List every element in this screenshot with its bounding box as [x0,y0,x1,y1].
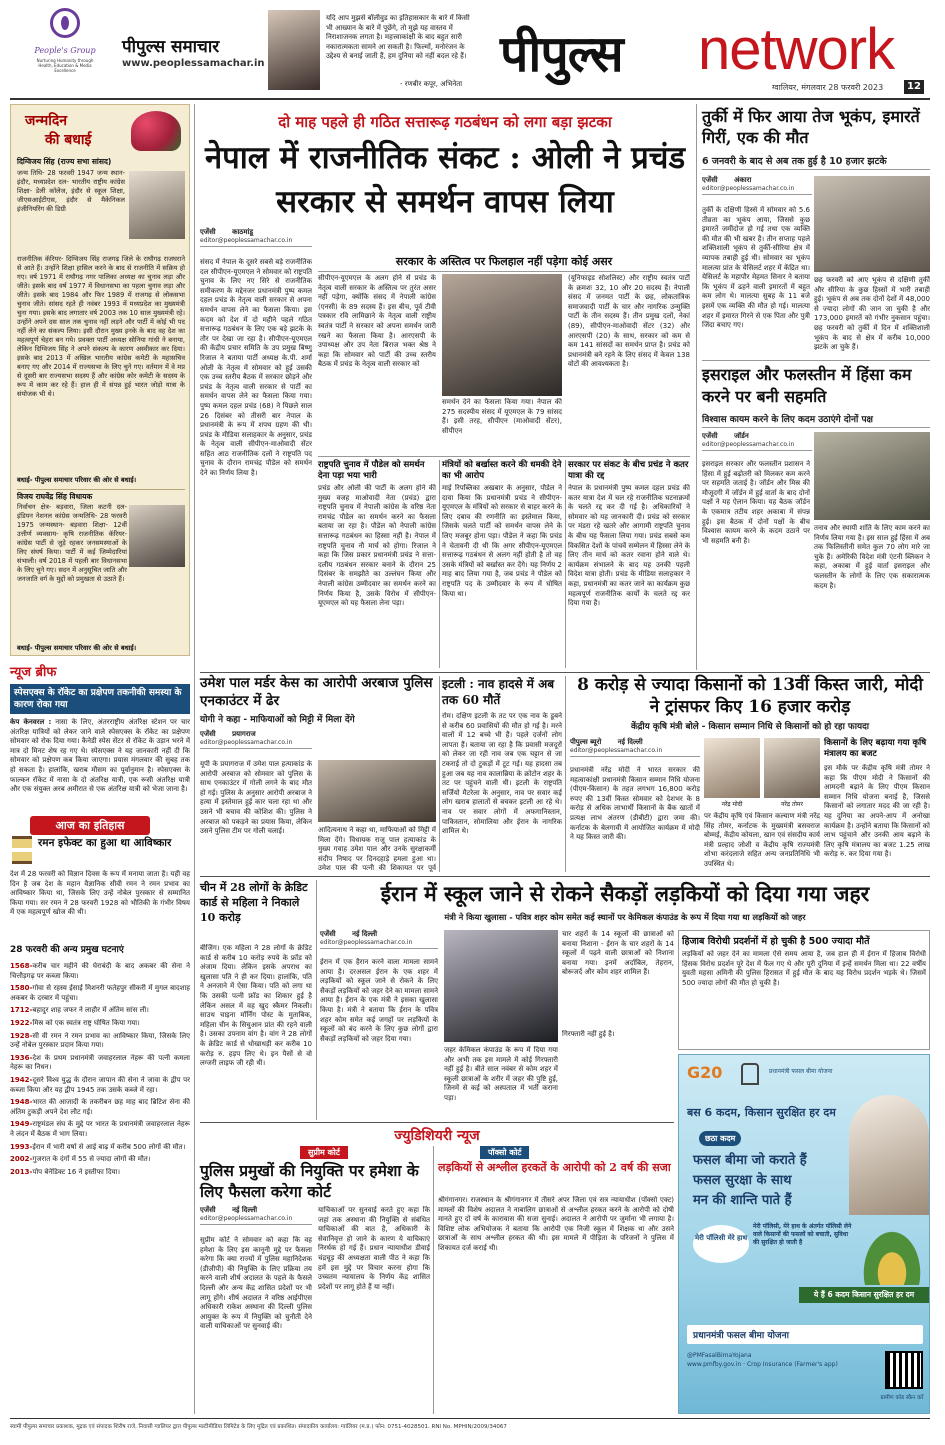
israel-place: जॉर्डन [734,432,749,440]
event-row: 1928-सी वी रमन ने रमन प्रभाव का आविष्कार किया, जिसके लिए उन्हें नोबेल पुरस्कार प्रदान किया गया। [10,1031,190,1050]
israel-headline: इसराइल और फलस्तीन में हिंसा कम करने पर बनी सहमति [702,365,912,406]
judiciary-header: ज्युडिशियरी न्यूज [394,1128,480,1144]
lead-col-b-head: मंत्रियों को बर्खास्त करने की धमकी देने का भी आरोप [442,460,562,481]
birthday-person1-bio-head: जन्म तिथि- 28 फरवरी 1947 जन्म स्थान- इंदौर, मध्यप्रदेश दल- भारतीय राष्ट्रीय कांग्रेस शिक्षा- डेली कॉलेज, इंदौर से स्कूल शिक्षा, जीएसआईटीएस, इंदौर से मैकेनिकल इंजीनियरिंग की डिग्री [17,169,125,213]
turkey-body: तुर्की के दक्षिणी हिस्से में सोमवार को 5.6 तीव्रता का भूकंप आया, जिससे कुछ इमारतें जमींदोज हो गई तथा एक व्यक्ति की मौत की भी खबर है। तीन सप्ताह पहले शक्तिशाली भूकंप से तुर्की-सीरिया क्षेत्र में व्यापक तबाही हुई थी। सोमवार का भूकंप मालत्या प्रांत के येसिलर्ट शहर में केंद्रित था। येसिलर्ट के महापौर मेहमत सिनार ने बताया कि भूकंप में ढहने वाली इमारतों में बहुत कम लोग थे। मालत्या सुबह के 11 बजे इसमें एक व्यक्ति की मौत हो गई। मालत्या शहर में इमारत गिरने से एक पिता और पुत्री जिंदा बचाए गए। [702,206,810,330]
farmers-body: प्रधानमंत्री नरेंद्र मोदी ने भारत सरकार की महत्वाकांक्षी प्रधानमंत्री किसान सम्मान निधि योजना (पीएम-किसान) के तहत लगभग 16,800 करोड़ रुपए की 13वीं किस्त सोमवार को देशभर के 8 करोड़ से अधिक लाभार्थी किसानों के बैंक खातों में प्रत्यक्ष लाभ अंतरण (डीबीटी) द्वारा जमा की। कर्नाटक के बेलगावी में आयोजित कार्यक्रम में मोदी ने यह किस्त जारी की। [570,766,700,842]
israel-email[interactable]: editor@peoplessamachar.co.in [702,441,812,451]
pocso-body: श्रीगंगानगर। राजस्थान के श्रीगंगानगर में तीसरे अपर जिला एवं सत्र न्यायाधीश (पॉक्सो एक्ट) मामलों की विशेष अदालत ने नाबालिग छात्राओं से अश्लील हरकत करने के आरोपी को दोषी मानते हुए दो वर्ष के कारावास की सजा सुनाई। अदालत ने आरोपी पर जुर्माना भी लगाया है। विशिष्ट लोक अभियोजक ने बताया कि आरोपी एक निजी स्कूल में शिक्षक था और उसने छात्राओं के साथ अश्लील हरकत की थी। इस मामले में पीड़िता के परिजनों ने पुलिस में शिकायत दर्ज कराई थी। [438,1196,674,1252]
iran-email[interactable]: editor@peoplessamachar.co.in [320,939,438,949]
farmers-headline: 8 करोड़ से ज्यादा किसानों को 13वीं किस्त जारी, मोदी ने ट्रांसफर किए 16 हजार करोड़ [577,675,923,717]
quote-text: यदि आप मुझसे बॉलीवुड का इतिहासकार के बारे में किसी भी आख्यान के बारे में पूछेंगे, तो मुझे यह वास्तव में निराशाजनक लगता है। महत्त्वाकांक्षी के बाद बहुत सारी नकारात्मकता सामने आ सकती है। फिल्मों, मनोरंजन के उद्देश्य से बनाई जाती हैं, हम दुनिया को नहीं बदल रहे हैं। [326,14,470,60]
iran-body: ईरान में एक हैरान करने वाला मामला सामने आया है। दरअसल ईरान के एक शहर में लड़कियों को स्कूल जाने से रोकने के लिए सैकड़ों लड़कियों को जहर देने का मामला सामने आया है। ईरान के एक मंत्री ने इसका खुलासा किया है। मंत्री ने बताया कि ईरान के पवित्र शहर कोम समेत कई जगहों पर लड़कियों के स्कूलों को बंद करने के लिए कुछ लोगों द्वारा सैकड़ों लड़कियों को जहर दिया गया। [320,958,438,1043]
event-row: 1922-मिस्र को एक स्वतंत्र राष्ट्र घोषित किया गया। [10,1018,140,1027]
arbaz-photo [318,760,436,822]
ad-policy-text: मेरी पॉलिसी, मेरे हाथ के अंतर्गत पॉलिसी लेने वाले किसानों की फसलों को बचाती, सुविधा की सुरक्षित हो जाती है [753,1223,852,1246]
history-events [10,962,190,1412]
birthday-person2-bio: निर्वाचन क्षेत्र- बड़वारा, जिला कटनी दल- इंडियन नेशनल कांग्रेस जन्मतिथि- 28 फरवरी 1975 जन्मस्थान- बड़वारा शिक्षा- 12वीं उत्तीर्ण व्यवसाय- कृषि राजनीतिक कॅरियर- कांग्रेस पार्टी से जुड़े रहकर जनसमस्याओं के लिए संघर्ष किया। पार्टी में कई जिम्मेदारियां संभाली। वर्ष 2018 में पहली बार विधानसभा के लिए चुने गए। सदन में अनुसूचित जाति और जनजाति वर्ग के मुद्दों को प्रमुखता से उठाते हैं। [17,503,127,583]
turkey-email[interactable]: editor@peoplessamachar.co.in [702,185,812,195]
group-logo-text: People's Group [34,46,96,55]
masthead [0,0,945,100]
iran-box-head: हिजाब विरोधी प्रदर्शनों में हो चुकी है 500 ज्यादा मौतें [682,936,870,947]
farmers-caption2: नरेंद्र तोमर [781,801,803,808]
ad-social-row: @PMFasalBimaYojana www.pmfby.gov.in · Crop Insurance (Farmer's app) [687,1352,838,1368]
farmers-byline-block [570,738,700,757]
farmers-byline: पीपुल्स ब्यूरो [570,738,602,746]
brand-english: network [698,17,895,82]
farmers-subhead: केंद्रीय कृषि मंत्री बोले - किसान सम्मान निधि से किसानों को हो रहा फायदा [630,722,870,732]
group-tagline: Nurturing Humanity through Health, Education & Media Excellence [36,58,94,73]
group-logo [30,8,100,88]
ad-modi-photo [849,1095,929,1215]
umesh-byline: एजेंसी [200,730,216,738]
website-link[interactable]: www.peoplessamachar.in [122,58,265,69]
ad-main-line1: फसल बीमा जो कराते हैं [693,1153,807,1168]
turkey-earthquake-photo [814,176,930,272]
farmers-side: इस मौके पर केंद्रीय कृषि मंत्री तोमर ने कहा कि पीएम मोदी ने किसानों की आमदनी बढ़ाने के लिए पीएम किसान सम्मान निधि योजना बनाई है, जिससे किसानों को लगातार मदद की जा रही है। यह दुनिया का अपने-आप में अनोखा कार्यक्रम है। उन्होंने बताया कि किसानों को लाभ पहुंचाने और उनकी आय बढ़ाने के लिए कृषि मंत्रालय का बजट 1.25 लाख करोड़ रु. कर दिया गया है। [824,764,930,859]
event-row: 1936-देश के प्रथम प्रधानमंत्री जवाहरलाल नेहरू की पत्नी कमला नेहरू का निधन। [10,1053,190,1072]
news-brief-header: न्यूज ब्रीफ [10,665,57,680]
lead-body: संसद में नेपाल के दूसरे सबसे बड़े राजनीतिक दल सीपीएन-यूएमएल ने सोमवार को राष्ट्रपति चुनाव के लिए नए सिरे से राजनीतिक समीकरण के मद्देनजर प्रधानमंत्री पुष्प कमल दहल प्रचंड के नेतृत्व वाली सरकार से अपना समर्थन वापस लेने का फैसला किया। इस कदम को देश में दो महीने पहले गठित सत्तारूढ़ गठबंधन के लिए एक बड़े झटके के तौर पर देखा जा रहा है। सीपीएन-यूएमएल की केंद्रीय प्रचार समिति के उप प्रमुख बिष्णु रिजाल ने बताया पार्टी अध्यक्ष के.पी. शर्मा ओली के नेतृत्व में सोमवार को हुई उसकी एक उच्च स्तरीय बैठक में सरकार छोड़ने और प्रचंड के नेतृत्व वाली सरकार से पार्टी का समर्थन वापस लेने का फैसला किया गया। पुष्प कमल दहल प्रचंड (68) ने पिछले साल 26 दिसंबर को तीसरी बार नेपाल के प्रधानमंत्री के रूप में शपथ ग्रहण की थी। प्रचंड के मीडिया सलाहकार के अनुसार, प्रचंड के नेतृत्व वाली सीपीएन-माओवादी सेंटर सहित आठ राजनीतिक दलों ने राष्ट्रपति पद चुनाव के दौरान रामचंद्र पौडेल को समर्थन देने का निर्णय लिया है। [200,258,312,478]
news-brief-body [10,718,190,826]
event-row: 1948-भारत की आजादी के तकरीबन छह माह बाद ब्रिटिश सेना की अंतिम टुकड़ी अपने देश लौट गई। [10,1098,190,1116]
ad-policy-badge: मेरी पॉलिसी मेरे हाथ [693,1225,749,1263]
china-body: बीजिंग। एक महिला ने 28 लोगों के क्रेडिट कार्ड से करीब 10 करोड़ रुपये के फ्रॉड को अंजाम दिया। लेकिन इसके अपराध का खुलासा पति ने ही कर दिया। हालांकि, पति ने अनजाने में ऐसा किया। पति को लगा था कि उसकी पत्नी फ्रॉड का शिकार हुई है लेकिन असल में वह खुद स्कैमर निकली। साउथ चाइना मॉर्निंग पोस्ट के मुताबिक, महिला चीन के सिचुआन प्रांत की रहने वाली है। उसका उपनाम वांग है। वांग ने 28 लोगों के क्रेडिट कार्ड से धोखाधड़ी कर करीब 10 करोड़ रु. हड़प लिए थे। इन पैसों से वो लग्जरी लाइफ जी रही थी। [200,944,312,1068]
group-logo-icon [50,8,80,38]
sc-place: नई दिल्ली [232,1206,258,1214]
lead-col-c-head: सरकार पर संकट के बीच प्रचंड ने कतर यात्रा की रद्द [568,460,689,481]
iran-photo-caption: गिरफ्तारी नहीं हुई है। [562,1030,615,1038]
event-row: 1942-दूसरे विश्व युद्ध के दौरान जापान की सेना ने जावा के द्वीप पर कब्जा किया और यह द्वीप 1945 तक उसके कब्जे में रहा। [10,1075,190,1094]
israel-subhead: विश्वास कायम करने के लिए कदम उठाएंगे दोनों पक्ष [702,412,930,428]
turkey-place: अंकारा [734,176,752,184]
israel-body: इसराइल सरकार और फलस्तीन प्रशासन ने हिंसा में हुई बढ़ोतरी को मिलकर कम करने पर सहमति जताई है। जॉर्डन और मिस्र की मौजूदगी में जॉर्डन में हुई वार्ता के बाद दोनों पक्षों ने यह ऐलान किया। यह बैठक जॉर्डन के एकमात्र तटीय शहर अकाबा में संपन्न हुई। इस बैठक में दोनों पक्षों के बीच विश्वास कायम करने के कदम उठाने पर भी सहमति बनी है। [702,460,810,545]
lead-byline: एजेंसी [200,228,216,236]
iran-girls-photo [444,930,558,1042]
lead-col-c: नेपाल के प्रधानमंत्री पुष्प कमल दहल प्रचंड की कतर यात्रा देश में चल रहे राजनीतिक घटनाक्रमों के चलते रद्द कर दी गई है। अधिकारियों ने सोमवार को यह जानकारी दी। प्रचंड को सरकार पर मंडरा रहे खतरे और आगामी राष्ट्रपति चुनाव के बीच यह फैसला लिया गया। प्रचंड सबसे कम विकसित देशों के पांचवें सम्मेलन में हिस्सा लेने के लिए तीन मार्च को कतर रवाना होने वाले थे। कार्यक्रम संभालने के बाद यह उनकी पहली विदेश यात्रा होती। प्रचंड के मीडिया सलाहकार ने कहा, प्रधानमंत्री का कतर जाने का कार्यक्रम कुछ महत्वपूर्ण राजनीतिक कार्यों के चलते रद्द कर दिया गया है। [568,484,690,608]
ad-six-steps: ये हैं 6 कदम किसान सुरक्षित हर दम [799,1287,929,1303]
farmers-side-head: किसानों के लिए बढ़ाया गया कृषि मंत्रालय का बजट [824,738,927,759]
turkey-subhead: 6 जनवरी के बाद से अब तक हुई है 10 हजार झटके [702,154,930,170]
lead-subhead: सरकार के अस्तित्व पर फिलहाल नहीं पड़ेगा कोई असर [318,254,690,272]
sc-headline: पुलिस प्रमुखों की नियुक्ति पर हमेशा के लिए फैसला करेगा कोर्ट [200,1161,419,1201]
umesh-body2: आदित्यनाथ ने कहा था, माफियाओं को मिट्टी में मिला देंगे। विधायक राजू पाल हत्याकांड के मुख्य गवाह उमेश पाल और उनके सुरक्षाकर्मी संदीप निषाद पर दिनदहाड़े हमला हुआ था। उमेश पाल की पत्नी की शिकायत पर पूर्व [318,826,436,872]
turkey-byline: एजेंसी [702,176,718,184]
umesh-subhead: योगी ने कहा - माफियाओं को मिट्टी में मिला देंगे [200,715,355,725]
prachanda-photo [442,274,562,396]
paper-name-small: पीपुल्स समाचार [122,37,220,57]
farmers-email[interactable]: editor@peoplessamachar.co.in [570,747,700,757]
sc-byline-block [200,1206,312,1225]
iran-byline-block [320,930,438,949]
lead-place: काठमांडू [232,228,254,236]
iran-headline: ईरान में स्कूल जाने से रोकने सैकड़ों लड़कियों को दिया गया जहर [380,881,870,906]
ad-main-line3: मन की शान्ति पाते हैं [693,1193,792,1208]
ad-footer-brand: प्रधानमंत्री फसल बीमा योजना [687,1325,923,1344]
news-brief-text: नासा के लिए, अंतरराष्ट्रीय अंतरिक्ष स्टेशन पर चार अंतरिक्ष यात्रियों को लेकर जाने वाले स्पेसएक्स के रॉकेट का प्रक्षेपण सोमवार को रोक दिया गया। कैनेडी स्पेस सेंटर से रॉकेट के उड़ान भरने में मात्र दो मिनट शेष रह गए थे। स्पेसएक्स ने यह जानकारी नहीं दी कि सोमवार को प्रक्षेपण कब किया जाएगा। प्रयास मंगलवार की सुबह तक हो सकता है। हालांकि, खराब मौसम का पूर्वानुमान है। स्पेसएक्स के फाल्कन रॉकेट में नासा के दो अंतरिक्ष यात्री, एक रूसी अंतरिक्ष यात्री और एक संयुक्त अरब अमीरात से एक अंतरिक्ष यात्री को भेजा जाना है। [10,718,190,794]
iran-subhead: मंत्री ने किया खुलासा - पवित्र शहर कोम समेत कई स्थानों पर केमिकल कंपाउंड के रूप में दिया गया था लड़कियों को जहर [444,912,806,922]
turkey-body2: छह फरवरी को आए भूकंप से दक्षिणी तुर्की और सीरिया के कुछ हिस्सों में भारी तबाही हुई। भूकंप से अब तक दोनों देशों में 48,000 से ज्यादा लोगों की जान जा चुकी है और 173,000 इमारतें को गंभीर नुकसान पहुंचा। छह फरवरी को तुर्की में दिन में शक्तिशाली भूकंप के बाद से क्षेत्र में करीब 10,000 झटके आ चुके हैं। [814,276,930,352]
sc-body: सुप्रीम कोर्ट ने सोमवार को कहा कि वह हमेशा के लिए इस कानूनी मुद्दे पर फैसला करेगा कि क्या राज्यों में पुलिस महानिदेशक (डीजीपी) की नियुक्ति के लिए प्रक्रिया तय करने वाली शीर्ष अदालत के पहले के फैसले दिल्ली और अन्य केंद्र शासित प्रदेशों पर भी लागू होंगे। शीर्ष अदालत ने वरिष्ठ आईपीएस अधिकारी राकेश अस्थाना की दिल्ली पुलिस आयुक्त के रूप में नियुक्ति को चुनौती देने वाली याचिकाओं पर सुनवाई की। [200,1236,312,1331]
news-brief-headline: स्पेसएक्स के रॉकेट का प्रक्षेपण तकनीकी समस्या के कारण रोका गया [10,684,190,714]
history-header: आज का इतिहास [30,816,150,835]
israel-soldiers-photo [814,432,930,520]
lead-col-b: माई रिपब्लिका अखबार के अनुसार, पौडेल ने दावा किया कि प्रधानमंत्री प्रचंड ने सीपीएन-यूएमएल के मंत्रियों को सरकार से बाहर करने के लिए दबाव की रणनीति का इस्तेमाल किया, जिसके चलते पार्टी को समर्थन वापस लेने के लिए मजबूर होना पड़ा। पौडेल ने कहा कि प्रचंड ने चेतावनी दी थी कि अगर सीपीएन-यूएमएल सत्तारूढ़ गठबंधन से अलग नहीं होती है तो वह उसके मंत्रियों को बर्खास्त कर देंगे। यह निर्णय 2 माह बाद लिया गया है, जब प्रचंड ने पौडेल को राष्ट्रपति पद के उम्मीदवार के रूप में घोषित किया था। [442,484,562,598]
birthday-header-line2: की बधाई [45,132,92,148]
history-headline: रमन इफेक्ट का हुआ था आविष्कार [38,837,172,849]
birthday-section [10,104,190,656]
ad-site[interactable]: www.pmfby.gov.in [687,1361,742,1368]
crop-icon [859,1225,925,1285]
iran-body2: जहर केमिकल कंपाउंड के रूप में दिया गया और अभी तक इस मामले में कोई गिरफ्तारी नहीं हुई है। बीते साल नवंबर से कोम शहर में स्कूली छात्राओं के शरीर में जहर की पुष्टि हुई, जिनमें से कई को अस्पताल में भर्ती कराना पड़ा। [444,1046,558,1102]
iran-place: नई दिल्ली [352,930,378,938]
event-row: 1712-बहादुर शाह जफर ने लाहौर में अंतिम सांस ली। [10,1006,149,1015]
israel-body2: तनाव और स्थायी शांति के लिए काम करने का निर्णय लिया गया है। इस साल हुई हिंसा में अब तक फिलिस्तीनी समेत कुल 70 लोग मारे जा चुके हैं। अमेरिकी विदेश मंत्री एंटनी ब्लिंकन ने कहा, अकाबा में हुई वार्ता इसराइल और फलस्तीन के लोगों के लिए एक सकारात्मक कदम है। [814,524,930,590]
sc-body2: याचिकाओं पर सुनवाई करते हुए कहा कि जहां तक अस्थाना की नियुक्ति से संबंधित याचिकाओं की बात है, अधिकारी के सेवानिवृत्त हो जाने के कारण ये याचिकाएं निरर्थक हो गई हैं। प्रधान न्यायाधीश डीवाई चंद्रचूड़ की अध्यक्षता वाली पीठ ने कहा कि हमें इस मुद्दे पर विचार करना होगा कि उच्चतम न्यायालय के निर्णय केंद्र शासित प्रदेशों पर लागू होते हैं या नहीं। [318,1206,430,1291]
lead-kicker: दो माह पहले ही गठित सत्तारूढ़ गठबंधन को लगा बड़ा झटका [278,113,612,131]
ad-insurance-portal[interactable]: Crop Insurance (Farmer's app) [746,1361,838,1368]
lead-sub-col1: सीपीएन-यूएमएल के अलग होने से प्रचंड के नेतृत्व वाली सरकार के अस्तित्व पर तुरंत असर नहीं पड़ेगा, क्योंकि संसद में नेपाली कांग्रेस (एनसी) के 89 सदस्य हैं। इस बीच, पूर्व टीवी पत्रकार रवि लामिछाने के नेतृत्व वाली राष्ट्रीय स्वतंत्र पार्टी ने सरकार को अपना समर्थन जारी रखने का फैसला किया है। आरएसपी के उपाध्यक्ष और उप नेता बिराज भक्त श्रेष्ठ ने कहा कि सोमवार को पार्टी की उच्च स्तरीय बैठक में प्रचंड के नेतृत्व वाली सरकार को [318,274,436,369]
italy-headline: इटली : नाव हादसे में अब तक 60 मौतें [442,677,555,707]
farmers-place: नई दिल्ली [617,738,643,746]
turkey-headline: तुर्की में फिर आया तेज भूकंप, इमारतें गिरीं, एक की मौत [702,107,920,147]
china-headline: चीन में 28 लोगों के क्रेडिट कार्ड से महिला ने निकाले 10 करोड़ [200,881,308,924]
birthday-person2-name: विजय राघवेंद्र सिंह विधायक [17,489,185,502]
lead-photo-caption: समर्थन देने का फैसला किया गया। नेपाल की 275 सदस्यीय संसद में यूएमएल के 79 सांसद हैं। इसी तरह, सीपीएन (माओवादी सेंटर), सीपीएन [442,398,562,435]
news-brief-section [10,662,190,814]
iran-box [678,930,930,1050]
person1-photo [129,171,185,239]
page-number: 12 [904,80,924,94]
israel-byline: एजेंसी [702,432,718,440]
iran-box-text: लड़कियों को जहर देने का मामला ऐसे समय आया है, जब हाल ही में ईरान में हिजाब विरोधी हिंसक विरोध प्रदर्शन पूरे देश में फैल गए थे और पूरी दुनिया में इन्हें समर्थन मिला था। 22 वर्षीय युवती महसा अमिनी की पुलिस हिरासत में हुई मौत के बाद यह विरोध प्रदर्शन भड़के थे। जिसमें 500 ज्यादा लोगों की मौत हो चुकी है। [682,950,926,987]
ad-main-text [693,1151,843,1211]
pmfby-advertisement[interactable] [678,1054,930,1414]
ad-main-line2: फसल सुरक्षा के साथ [693,1173,792,1188]
lead-headline: नेपाल में राजनीतिक संकट : ओली ने प्रचंड सरकार से समर्थन वापस लिया [204,140,686,220]
event-row: 2002-गुजरात के दंगों में 55 से ज्यादा लोगों की मौत। [10,1155,151,1164]
history-section [10,816,190,1416]
birthday-person1-wish: बधाई- पीपुल्स समाचार परिवार की ओर से बधाई। [17,476,137,484]
iran-byline: एजेंसी [320,930,336,938]
person2-photo [129,505,185,567]
emblem-icon [741,1063,759,1085]
turkey-byline-block [702,176,812,195]
sc-byline: एजेंसी [200,1206,216,1214]
quote-author: - रणबीर कपूर, अभिनेता [400,80,463,88]
birthday-person1-bio: राजनीतिक कॅरियर- दिग्विजय सिंह राजगढ़ जिले के राघौगढ़ राजघराने से आते हैं। उन्होंने शिक्षा हासिल करने के बाद से राजनीति में सक्रिय हो गए। वर्ष 1971 में राघौगढ़ नगर पालिका अध्यक्ष का चुनाव लड़ा और जीते। इसके बाद वर्ष 1977 में विधानसभा का पहला चुनाव लड़ा और जीते। इसके बाद 1984 और फिर 1989 में राजगढ़ से लोकसभा चुनाव जीते। सांसद रहते ही नवंबर 1993 में मध्यप्रदेश का मुख्यमंत्री चुना गया। इसके बाद लगातार वर्ष 2003 तक 10 साल मुख्यमंत्री रहे। उन्होंने अपने दस साल तक चुनाव नहीं लड़ने और पार्टी में कोई भी पद नहीं लेने का संकल्प लिया। इसी दौरान मुख्य इनके के बाद वह देश का महत्वपूर्ण चेहरा बन गये। प्रवक्ता पार्टी अध्यक्ष सोनिया गांधी ने बनाया, लेकिन दिग्विजय सिंह ने अपने संकल्प के कारण अस्वीकार कर दिया। इसके बाद 2013 में अखिल भारतीय कांग्रेस कमेटी के महासचिव बनाए गए और 2014 में राज्यसभा के लिए चुने गए। वर्तमान में वे मप्र से दूसरी बार राज्यसभा सदस्य हैं और कांग्रेस कोर कमेटी के सदस्य के रूप में काम कर रहे हैं। हाल ही में संपन्न हुई भारत जोड़ो यात्रा के संयोजक भी थे। [17,255,185,398]
pocso-headline: लड़कियों से अश्लील हरकतें के आरोपी को 2 वर्ष की सजा [438,1161,671,1174]
lead-byline-block [200,228,312,247]
lead-col-a-head: राष्ट्रपति चुनाव में पौडेल को समर्थन देना पड़ा भया भारी [318,460,425,481]
pocso-tag: पॉक्सो कोर्ट [480,1146,529,1159]
event-row: 1949-राष्ट्रमंडल संघ के मुद्दे पर भारत के प्रधानमंत्री जवाहरलाल नेहरू ने लंदन में बैठक में भाग लिया। [10,1120,190,1138]
birthday-header [25,111,115,151]
umesh-place: प्रयागराज [232,730,256,738]
tomar-photo [764,738,820,798]
umesh-body: यूपी के प्रयागराज में उमेश पाल हत्याकांड के आरोपी अरबाज को सोमवार को पुलिस के साथ एनकाउंटर में गोली लगने के बाद मौत हो गई। पुलिस के अनुसार आरोपी अरबाज ने हत्या में इस्तेमाल हुई कार चला रहा था और उसने भी बचाव की कोशिश की। पुलिस ने अरबाज को पकड़ने का प्रयास किया, लेकिन उसने पुलिस टीम पर गोली चलाई। [200,760,312,836]
quote-photo [268,10,320,90]
lead-email[interactable]: editor@peoplessamachar.co.in [200,237,312,247]
dateline: ग्वालियर, मंगलवार 28 फरवरी 2023 [772,83,884,92]
ad-headline: बस 6 कदम, किसान सुरक्षित हर दम [687,1106,836,1119]
lead-sub-col3: (यूनिफाइड सोशलिस्ट) और राष्ट्रीय स्वतंत्र पार्टी के क्रमशः 32, 10 और 20 सदस्य हैं। नेपाली संसद में जनमत पार्टी के छह, लोकतांत्रिक समाजवादी पार्टी के चार और नागरिक उन्मुक्ति पार्टी के तीन सदस्य हैं। तीन प्रमुख दलों, नेकां (89), सीपीएन-माओवादी सेंटर (32) और आरएसपी (20) के साथ, सरकार को कम से कम 141 सांसदों का समर्थन प्राप्त है। प्रचंड को प्रधानमंत्री बने रहने के लिए संसद में केवल 138 वोटों की आवश्यकता है। [568,274,690,369]
ad-chhata: छठा कदम [699,1131,741,1146]
news-brief-dateline: केप केनवरल : [10,718,52,726]
birthday-person2-wish: बधाई- पीपुल्स समाचार परिवार की ओर से बधाई। [17,644,137,652]
birthday-header-line1: जन्मदिन [25,113,68,129]
umesh-email[interactable]: editor@peoplessamachar.co.in [200,739,312,749]
history-text: देश में 28 फरवरी को विज्ञान दिवस के रूप में मनाया जाता है। यही वह दिन है जब देश के महान वैज्ञानिक सीवी रमन ने रमन प्रभाव का आविष्कार किया था, जिसके लिए उन्हें नोबेल पुरस्कार से सम्मानित किया गया। सर रमन ने 28 फरवरी 1928 को भौतिकी के गंभीर विषय में एक महत्वपूर्ण खोज की थी। [10,870,190,917]
modi-photo [704,738,760,798]
qr-code-icon[interactable] [885,1351,923,1389]
event-row: 1993-ईरान में भारी वर्षा से आई बाढ़ में करीब 500 लोगों की मौत। [10,1142,186,1151]
ad-top-text: प्रधानमंत्री फसल बीमा योजना [769,1068,833,1075]
brand-hindi: पीपुल्स [500,25,623,83]
event-row: 2013-पोप बेनेडिक्ट 16 ने इस्तीफा दिया। [10,1167,121,1176]
italy-body: रोम। दक्षिण इटली के तट पर एक नाव के डूबने से करीब 60 प्रवासियों की मौत हो गई है। मरने वालों में 12 बच्चे भी हैं। पहले दर्जनों लोग लापता हैं। बताया जा रहा है कि प्रवासी मजदूरों को लेकर जा रही नाव जब एक चट्टान से जा टकराई तो दो टुकड़ों में टूट गई। यह हादसा तब हुआ जब यह नाव कालाब्रिया के क्रोटोन शहर के तट पर पहुंचने वाली थी। इटली के राष्ट्रपति सर्जियो मैटरेला के अनुसार, नाव पर सवार कई लोग खराब हालातों से बचकर इटली आ रहे थे। नाव पर सवार लोगों में अफगानिस्तान, पाकिस्तान, सोमालिया और ईरान के नागरिक शामिल थे। [442,712,562,836]
ad-handle[interactable]: @PMFasalBimaYojana [687,1352,752,1359]
event-row: 1568-करीब चार महीने की घेराबंदी के बाद अकबर की सेना ने चित्तौड़गढ़ पर कब्जा किया। [10,962,190,980]
g20-logo: G20 [687,1063,723,1082]
flower-icon [131,111,181,151]
sc-tag: सुप्रीम कोर्ट [300,1146,348,1159]
iran-side-text: चार शहरों के 14 स्कूलों की छात्राओं को बनाया निशाना - ईरान के चार शहरों के 14 स्कूलों में पढ़ने वाली छात्राओं को निशाना बनाया गया। इनमें अर्दाबिल, तेहरान, बोरूजर्द और कोम शहर शामिल हैं। [562,930,674,977]
hourglass-icon [12,836,32,864]
event-row: 1580-गोवा से रहस्य ईसाई मिशनरी फतेहपुर सीकरी में मुगल बादशाह अकबर के दरबार में पहुंचा। [10,984,190,1002]
ad-qr-text: ग्रामीण कोड स्कैन करें [880,1395,924,1401]
farmers-body2: पर केंद्रीय कृषि एवं किसान कल्याण मंत्री नरेंद्र सिंह तोमर, कर्नाटक के मुख्यमंत्री बसवराज बोम्मई, केंद्रीय कोयला, खान एवं संसदीय कार्य मंत्री प्रल्हाद जोशी व केंद्रीय कृषि राज्यमंत्री शोभा करंदलाजे सहित अन्य जनप्रतिनिधि भी उपस्थित थे। [704,812,820,868]
umesh-headline: उमेश पाल मर्डर केस का आरोपी अरबाज पुलिस एनकाउंटर में ढेर [200,675,433,709]
sc-email[interactable]: editor@peoplessamachar.co.in [200,1215,312,1225]
imprint-line: स्वामी पीपुल्स समाचार प्रकाशक, मुद्रक एवं संपादक शिरीष राजे, निवासी ग्वालियर द्वारा पीपुल्स मल्टीमीडिया लिमिटेड के लिए मुद्रित एवं प्रकाशित। संपादकीय कार्यालय: ग्वालियर (म.प्र.) फोन: 0751-4028501. RNI No. MPHIN/2009/34067 [10,1424,507,1430]
farmers-caption1: नरेंद्र मोदी [721,801,743,808]
umesh-byline-block [200,730,312,749]
lead-col-a: प्रचंड और ओली की पार्टी के अलग होने की मुख्य वजह माओवादी नेता (प्रचंड) द्वारा राष्ट्रपति चुनाव में नेपाली कांग्रेस के वरिष्ठ नेता रामचंद्र पौडेल का समर्थन करने का फैसला बताया जा रहा है। पौडेल को नेपाली कांग्रेस सत्तारूढ़ गठबंधन का हिस्सा नहीं है। नेपाल में राष्ट्रपति चुनाव नौ मार्च को होगा। रिजाल ने कहा कि जिस प्रकार प्रधानमंत्री प्रचंड ने सत्ता-दलीय गठबंधन सरकार बनाने के दौरान 25 दिसंबर के समझौते का उल्लंघन किया और नेपाली कांग्रेस उम्मीदवार का समर्थन करने का निर्णय किया है, उसके विरोध में सीपीएन-यूएमएल को यह फैसला लेना पड़ा। [318,484,436,608]
birthday-person1-name: दिग्विजय सिंह (राज्य सभा सांसद) [17,157,112,166]
israel-byline-block [702,432,812,451]
history-sub-header: 28 फरवरी की अन्य प्रमुख घटनाएं [10,945,124,955]
